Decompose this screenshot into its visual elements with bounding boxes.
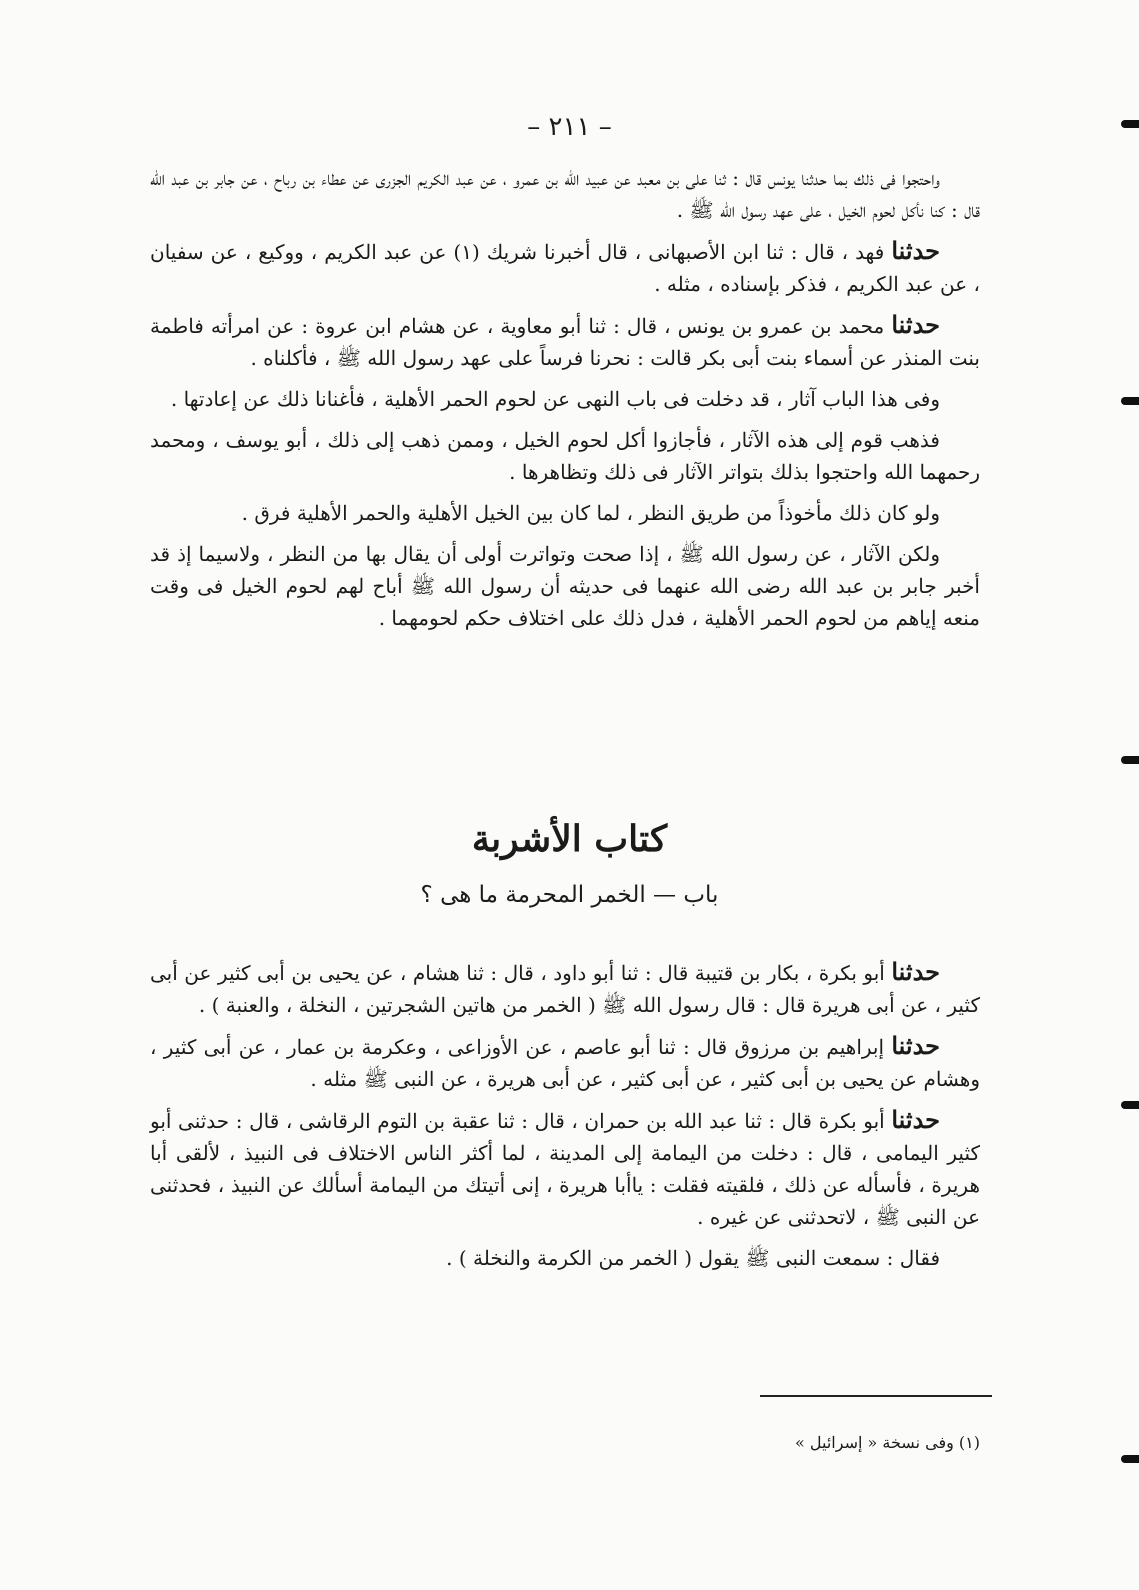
section-1-text	[150, 162, 980, 643]
binding-mark	[1121, 1455, 1139, 1463]
footnote: (١) وفى نسخة « إسرائيل »	[795, 1433, 980, 1452]
hadith-lead: حدثنا	[891, 957, 941, 986]
hadith-lead: حدثنا	[891, 1105, 940, 1134]
hadith-lead: حدثنا	[891, 310, 940, 339]
footnote-divider	[760, 1395, 992, 1397]
binding-mark	[1121, 120, 1139, 128]
paragraph	[150, 538, 980, 634]
paragraph	[150, 424, 980, 488]
section-2-text	[150, 956, 980, 1283]
paragraph-text: فهد ، قال : ثنا ابن الأصبهانى ، قال أخبرنا شريك (١) عن عبد الكريم ، ووكيع ، عن سفيان ، عن عبد الكريم ، فذكر بإسناده ، مثله .	[150, 240, 980, 296]
paragraph	[150, 1030, 980, 1095]
paragraph-text: فذهب قوم إلى هذه الآثار ، فأجازوا أكل لحوم الخيل ، وممن ذهب إلى ذلك ، أبو يوسف ، ومحمد رحمهما الله واحتجوا بذلك بتواتر الآثار فى ذلك وتظاهرها .	[150, 428, 980, 484]
binding-mark	[1121, 1101, 1139, 1109]
paragraph-text: واحتجوا فى ذلك بما حدثنا يونس قال : ثنا على بن معبد عن عبيد الله بن عمرو ، عن عبد الكريم الجزرى عن عطاء بن رباح ، عن جابر بن عبد الله قال : كنا نأكل لحوم الخيل ، على عهد رسول الله ﷺ .	[150, 166, 980, 222]
paragraph	[150, 309, 980, 374]
paragraph-text: ولو كان ذلك مأخوذاً من طريق النظر ، لما كان بين الخيل الأهلية والحمر الأهلية فرق .	[241, 501, 940, 525]
binding-mark	[1121, 756, 1139, 764]
paragraph-text: ولكن الآثار ، عن رسول الله ﷺ ، إذا صحت وتواترت أولى أن يقال بها من النظر ، ولاسيما إذ قد أخبر جابر بن عبد الله رضى الله عنهما فى حديثه أن رسول الله ﷺ أباح لهم لحوم الخيل فى وقت منعه إياهم من لحوم الحمر الأهلية ، فدل ذلك على اختلاف حكم لحومهما .	[150, 542, 980, 630]
chapter-title: باب — الخمر المحرمة ما هى ؟	[420, 882, 719, 908]
paragraph-text: فقال : سمعت النبى ﷺ يقول ( الخمر من الكرمة والنخلة ) .	[446, 1246, 940, 1270]
paragraph	[150, 383, 980, 415]
hadith-lead: حدثنا	[891, 236, 941, 265]
paragraph	[150, 1104, 980, 1233]
paragraph	[150, 1242, 980, 1274]
paragraph	[150, 162, 980, 226]
paragraph-text: وفى هذا الباب آثار ، قد دخلت فى باب النهى عن لحوم الحمر الأهلية ، فأغنانا ذلك عن إعادتها .	[170, 387, 940, 411]
book-title: كتاب الأشربة	[471, 818, 668, 860]
paragraph-text: أبو بكرة قال : ثنا عبد الله بن حمران ، قال : ثنا عقبة بن التوم الرقاشى ، قال : حدثنى أبو كثير اليمامى ، قال : دخلت من اليمامة إلى المدينة ، لما أكثر الناس الاختلاف فى النبيذ ، لألقى أبا هريرة ، فأسأله عن ذلك ، فلقيته فقلت : ياأبا هريرة ، إنى أتيتك من اليمامة أسألك عن النبيذ ، فحدثنى عن النبى ﷺ ، لاتحدثنى عن غيره .	[150, 1109, 980, 1229]
paragraph	[150, 235, 980, 300]
paragraph-text: أبو بكرة ، بكار بن قتيبة قال : ثنا أبو داود ، قال : ثنا هشام ، عن يحيى بن أبى كثير عن أبى كثير ، عن أبى هريرة قال : قال رسول الله ﷺ ( الخمر من هاتين الشجرتين ، النخلة ، والعنبة ) .	[150, 961, 980, 1017]
paragraph-text: محمد بن عمرو بن يونس ، قال : ثنا أبو معاوية ، عن هشام ابن عروة : عن امرأته فاطمة بنت المنذر عن أسماء بنت أبى بكر قالت : نحرنا فرساً على عهد رسول الله ﷺ ، فأكلناه .	[150, 314, 980, 370]
paragraph	[150, 956, 980, 1021]
paragraph	[150, 497, 980, 529]
paragraph-text: إبراهيم بن مرزوق قال : ثنا أبو عاصم ، عن الأوزاعى ، وعكرمة بن عمار ، عن أبى كثير ، وهشام عن يحيى بن أبى كثير ، عن أبى كثير ، عن أبى هريرة ، عن النبى ﷺ مثله .	[150, 1035, 980, 1091]
hadith-lead: حدثنا	[891, 1031, 941, 1060]
binding-mark	[1121, 397, 1139, 405]
page-number: – ٢١١ –	[527, 112, 612, 142]
